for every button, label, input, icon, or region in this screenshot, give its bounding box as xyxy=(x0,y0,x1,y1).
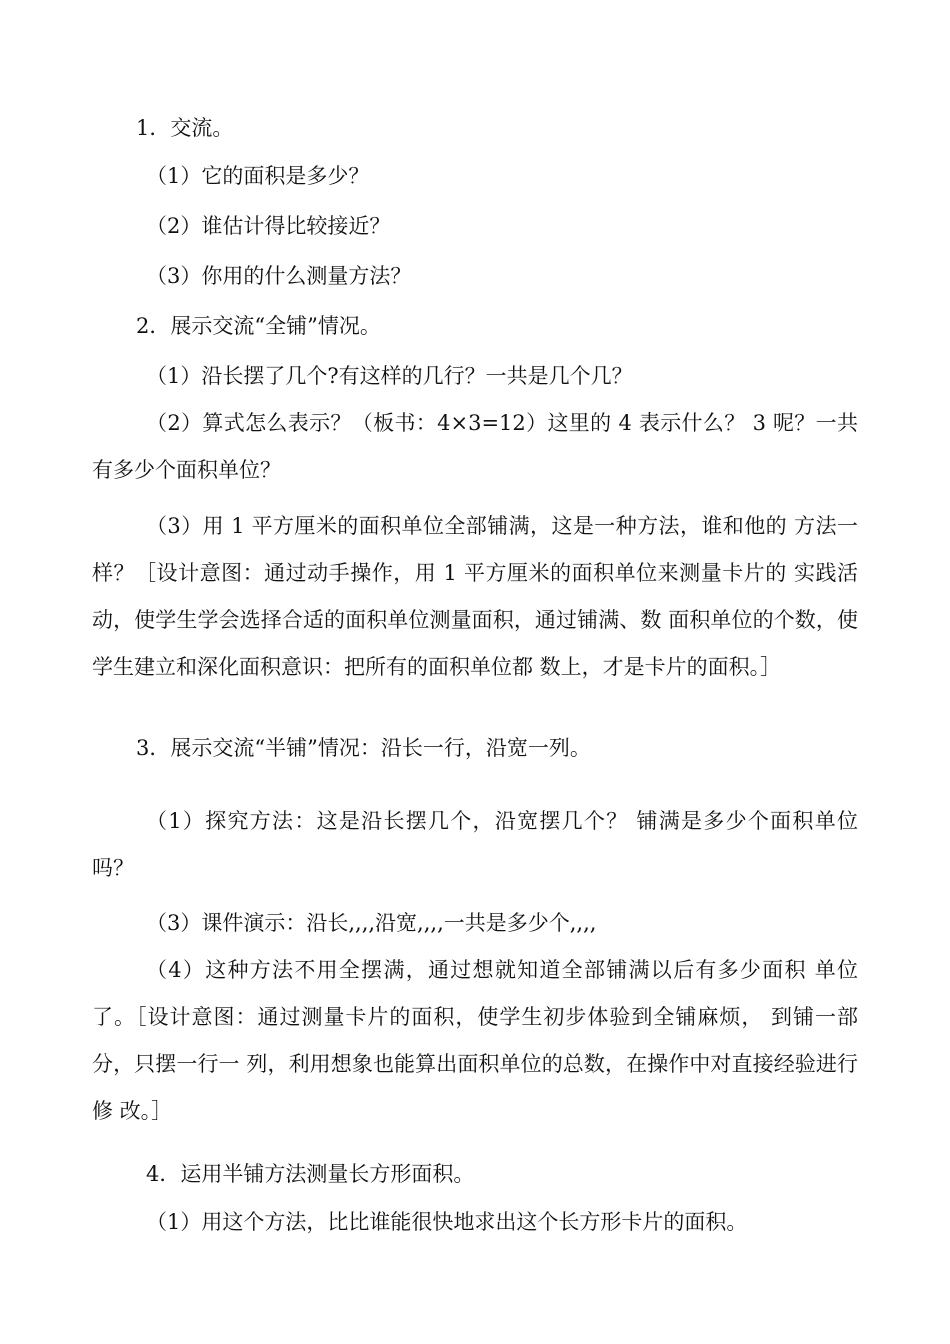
heading-2-full-tiling: 2．展示交流“全铺”情况。 xyxy=(136,314,381,338)
heading-3-half-tiling: 3．展示交流“半铺”情况：沿长一行，沿宽一列。 xyxy=(136,736,591,760)
full-tiling-question-2: （2）算式怎么表示？（板书：4×3=12）这里的 4 表示什么？ 3 呢？一共有多少个面积单位？ xyxy=(92,411,858,482)
half-tiling-question-4: （4）这种方法不用全摆满，通过想就知道全部铺满以后有多少面积 单位了。［设计意图：通过测量卡片的面积，使学生初步体验到全铺麻烦， 到铺一部分，只摆一行一 列，利用想象也能算出面积单位的总数，在操作中对直接经验进行修 改。］ xyxy=(92,958,858,1123)
full-tiling-question-1: （1）沿长摆了几个?有这样的几行？一共是几个几？ xyxy=(146,364,633,388)
question-method: （3）你用的什么测量方法？ xyxy=(146,264,412,288)
question-estimate: （2）谁估计得比较接近？ xyxy=(146,214,391,238)
half-tiling-question-1: （1）探究方法：这是沿长摆几个，沿宽摆几个？ 铺满是多少个面积单位吗？ xyxy=(92,809,858,880)
heading-1-exchange: 1．交流。 xyxy=(136,116,234,140)
heading-4-rectangle-area: 4．运用半铺方法测量长方形面积。 xyxy=(146,1162,475,1186)
full-tiling-question-3: （3）用 1 平方厘米的面积单位全部铺满，这是一种方法，谁和他的 方法一样？［设计意图：通过动手操作，用 1 平方厘米的面积单位来测量卡片的 实践活动，使学生学会选择合适的面积单位测量面积，通过铺满、数 面积单位的个数，使学生建立和深化面积意识：把所有的面积单位都 数上，才是卡片的面积。］ xyxy=(92,514,858,679)
rectangle-area-question-1: （1）用这个方法，比比谁能很快地求出这个长方形卡片的面积。 xyxy=(146,1210,748,1234)
half-tiling-demo: （3）课件演示：沿长,,,,沿宽,,,,一共是多少个,,,, xyxy=(146,911,597,935)
question-area: （1）它的面积是多少？ xyxy=(146,164,370,188)
